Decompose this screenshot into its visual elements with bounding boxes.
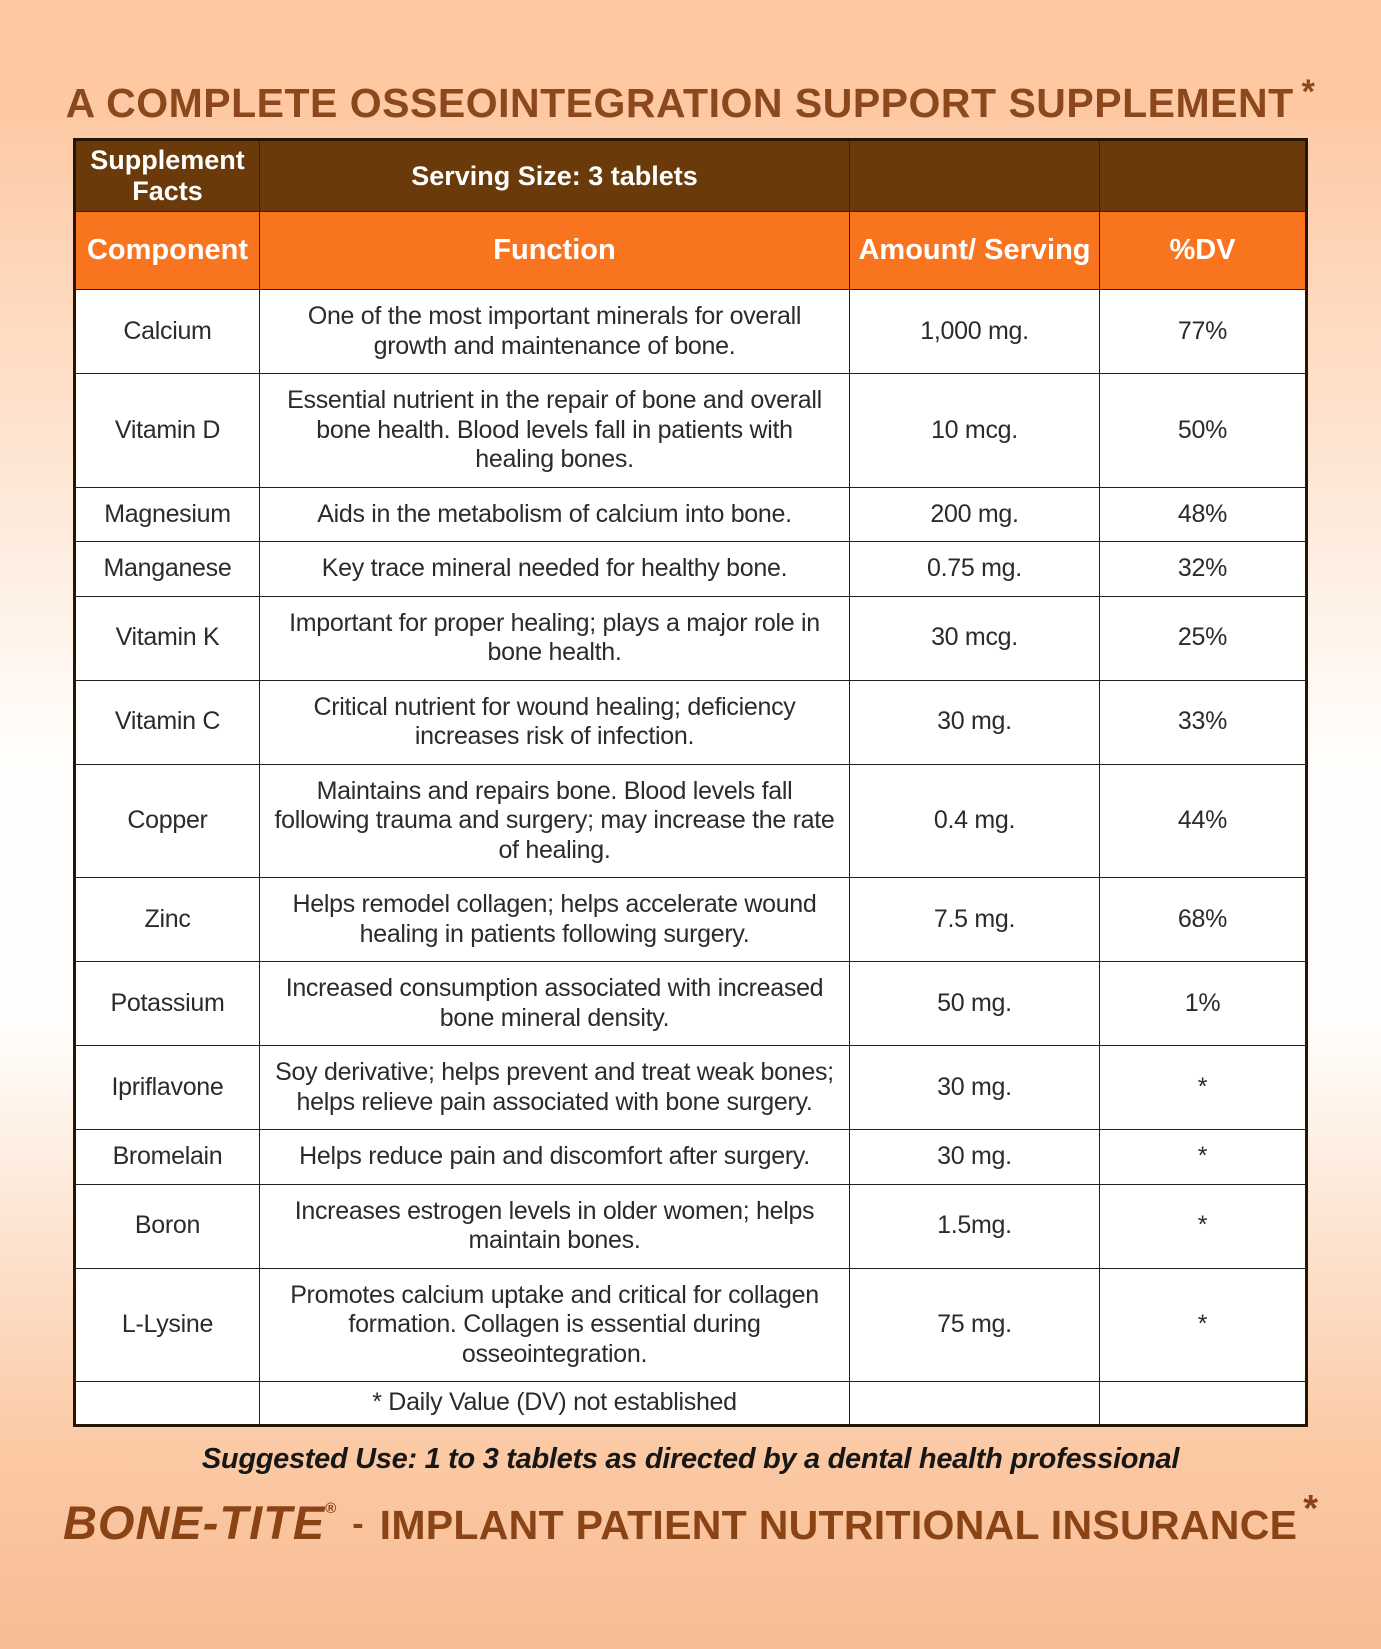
facts-empty-cell-2 <box>1100 140 1307 212</box>
supplement-facts-header: Supplement Facts <box>75 140 260 212</box>
function-cell: Helps remodel collagen; helps accelerate wound healing in patients following surgery. <box>260 878 850 962</box>
function-cell: Important for proper healing; plays a major role in bone health. <box>260 596 850 680</box>
function-cell: Increases estrogen levels in older women; helps maintain bones. <box>260 1184 850 1268</box>
component-cell: Ipriflavone <box>75 1046 260 1130</box>
table-header <box>75 140 1307 290</box>
footnote-empty-cell-2 <box>850 1382 1100 1426</box>
amount-cell: 30 mg. <box>850 680 1100 764</box>
serving-size-header: Serving Size: 3 tablets <box>260 140 850 212</box>
table-row <box>75 542 1307 597</box>
amount-cell: 1.5mg. <box>850 1184 1100 1268</box>
component-cell: Vitamin C <box>75 680 260 764</box>
supplement-facts-table <box>73 138 1308 1427</box>
function-cell: Increased consumption associated with increased bone mineral density. <box>260 962 850 1046</box>
amount-cell: 10 mcg. <box>850 374 1100 488</box>
component-cell: Zinc <box>75 878 260 962</box>
tagline-asterisk: * <box>1303 1488 1319 1531</box>
function-cell: Soy derivative; helps prevent and treat weak bones; helps relieve pain associated with bone surgery. <box>260 1046 850 1130</box>
table-row <box>75 962 1307 1046</box>
brand-tagline: IMPLANT PATIENT NUTRITIONAL INSURANCE <box>379 1502 1298 1549</box>
amount-cell: 0.75 mg. <box>850 542 1100 597</box>
facts-title-row <box>75 140 1307 212</box>
function-cell: Helps reduce pain and discomfort after surgery. <box>260 1130 850 1185</box>
dv-cell: 77% <box>1100 290 1307 374</box>
function-cell: Aids in the metabolism of calcium into bone. <box>260 487 850 542</box>
component-cell: Copper <box>75 764 260 878</box>
footnote-row <box>75 1382 1307 1426</box>
table-row <box>75 290 1307 374</box>
component-cell: Potassium <box>75 962 260 1046</box>
dv-cell: 33% <box>1100 680 1307 764</box>
table-row <box>75 1184 1307 1268</box>
function-cell: Critical nutrient for wound healing; deficiency increases risk of infection. <box>260 680 850 764</box>
component-cell: Manganese <box>75 542 260 597</box>
suggested-use-text: Suggested Use: 1 to 3 tablets as directed by a dental health professional <box>201 1443 1180 1476</box>
amount-cell: 30 mg. <box>850 1046 1100 1130</box>
dv-cell: * <box>1100 1268 1307 1382</box>
table-row <box>75 1130 1307 1185</box>
dv-cell: * <box>1100 1184 1307 1268</box>
table-row <box>75 1046 1307 1130</box>
function-cell: Essential nutrient in the repair of bone and overall bone health. Blood levels fall in patients with healing bones. <box>260 374 850 488</box>
dv-cell: 48% <box>1100 487 1307 542</box>
table-footnote <box>75 1382 1307 1426</box>
amount-cell: 30 mcg. <box>850 596 1100 680</box>
table-row <box>75 374 1307 488</box>
function-cell: Key trace mineral needed for healthy bone. <box>260 542 850 597</box>
component-cell: Boron <box>75 1184 260 1268</box>
component-cell: Bromelain <box>75 1130 260 1185</box>
dv-cell: 50% <box>1100 374 1307 488</box>
dv-cell: 44% <box>1100 764 1307 878</box>
title-asterisk: * <box>1301 73 1316 111</box>
table-row <box>75 680 1307 764</box>
function-cell: One of the most important minerals for overall growth and maintenance of bone. <box>260 290 850 374</box>
table-row <box>75 1268 1307 1382</box>
column-header-dv: %DV <box>1100 212 1307 290</box>
component-cell: Vitamin K <box>75 596 260 680</box>
table-row <box>75 764 1307 878</box>
function-cell: Promotes calcium uptake and critical for collagen formation. Collagen is essential during osseointegration. <box>260 1268 850 1382</box>
brand-name: BONE-TITE <box>62 1496 326 1550</box>
column-header-amount: Amount/ Serving <box>850 212 1100 290</box>
component-cell: Vitamin D <box>75 374 260 488</box>
column-header-row <box>75 212 1307 290</box>
table-row <box>75 878 1307 962</box>
brand-separator: - <box>352 1505 364 1544</box>
table-body <box>75 290 1307 1382</box>
brand-line <box>0 1488 1381 1550</box>
facts-empty-cell-1 <box>850 140 1100 212</box>
footnote-empty-cell-3 <box>1100 1382 1307 1426</box>
dv-cell: * <box>1100 1130 1307 1185</box>
dv-cell: * <box>1100 1046 1307 1130</box>
dv-cell: 68% <box>1100 878 1307 962</box>
component-cell: L-Lysine <box>75 1268 260 1382</box>
component-cell: Magnesium <box>75 487 260 542</box>
page-title <box>0 0 1381 126</box>
amount-cell: 1,000 mg. <box>850 290 1100 374</box>
amount-cell: 30 mg. <box>850 1130 1100 1185</box>
amount-cell: 7.5 mg. <box>850 878 1100 962</box>
dv-cell: 1% <box>1100 962 1307 1046</box>
footnote-cell: * Daily Value (DV) not established <box>260 1382 850 1426</box>
dv-cell: 25% <box>1100 596 1307 680</box>
column-header-component: Component <box>75 212 260 290</box>
table-row <box>75 487 1307 542</box>
amount-cell: 0.4 mg. <box>850 764 1100 878</box>
amount-cell: 200 mg. <box>850 487 1100 542</box>
column-header-function: Function <box>260 212 850 290</box>
registered-mark: ® <box>325 1500 337 1518</box>
table-row <box>75 596 1307 680</box>
dv-cell: 32% <box>1100 542 1307 597</box>
amount-cell: 75 mg. <box>850 1268 1100 1382</box>
page-title-text: A COMPLETE OSSEOINTEGRATION SUPPORT SUPPLEMENT <box>65 80 1294 126</box>
footnote-empty-cell-1 <box>75 1382 260 1426</box>
function-cell: Maintains and repairs bone. Blood levels fall following trauma and surgery; may increase the rate of healing. <box>260 764 850 878</box>
amount-cell: 50 mg. <box>850 962 1100 1046</box>
component-cell: Calcium <box>75 290 260 374</box>
